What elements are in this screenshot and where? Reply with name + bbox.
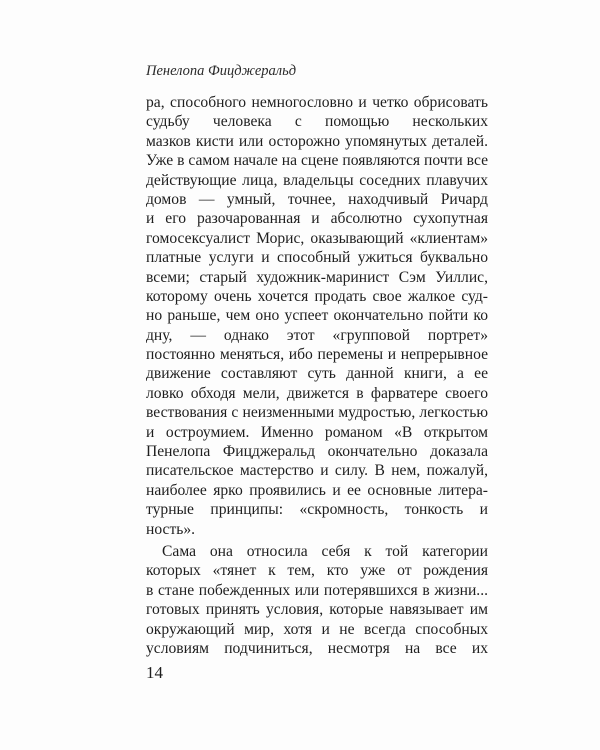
- text-line: писательское мастерство и силу. В нем, пожалуй,: [146, 462, 488, 480]
- text-line: домов — умный, точнее, находчивый Ричард: [146, 190, 488, 208]
- text-line: гомосексуалист Морис, оказывающий «клиентам»: [146, 229, 488, 247]
- text-line: ра, способного немногословно и четко обрисовать: [146, 94, 488, 111]
- text-line: окружающий мир, хотя и не всегда способных: [146, 620, 488, 638]
- text-line: мазков кисти или осторожно упомянутых деталей.: [146, 132, 488, 150]
- text-line: вествования с неизменными мудростью, легкостью: [146, 404, 488, 422]
- text-line: турные принципы: «скромность, тонкость и: [146, 501, 488, 519]
- text-line: Сама она относила себя к той категории: [162, 542, 488, 560]
- text-line: и остроумием. Именно романом «В открытом: [146, 423, 488, 441]
- text-line: платные услуги и способный ужиться буквально: [146, 249, 488, 267]
- text-line: которых «тянет к тем, кто уже от рождения: [146, 562, 488, 580]
- text-line: судьбу человека с помощью нескольких: [146, 113, 488, 131]
- text-line: дну, — однако этот «групповой портрет»: [146, 326, 488, 344]
- text-line: условиям подчиниться, несмотря на все их: [146, 639, 488, 657]
- text-line: действующие лица, владельцы соседних плавучих: [146, 171, 488, 189]
- text-line: наиболее ярко проявились и ее основные литера-: [146, 481, 488, 499]
- running-head: Пенелопа Фицджеральд: [146, 63, 297, 79]
- paragraph: [146, 542, 488, 658]
- text-line: Пенелопа Фицджеральд окончательно доказала: [146, 443, 488, 461]
- text-line: постоянно меняться, ибо перемены и непрерывное: [146, 346, 488, 364]
- text-line: движение составляют суть данной книги, а ее: [146, 365, 488, 383]
- text-line: ность».: [146, 520, 196, 538]
- body-text: [146, 93, 488, 658]
- page-number: 14: [146, 663, 163, 682]
- text-line: всеми; старый художник-маринист Сэм Уиллис,: [146, 268, 488, 286]
- text-line: и его разочарованная и абсолютно сухопутная: [146, 210, 488, 228]
- text-line: Уже в самом начале на сцене появляются почти все: [146, 152, 488, 170]
- text-line: но раньше, чем оно успеет окончательно пойти ко: [146, 307, 488, 325]
- text-line: ловко обходя мели, движется в фарватере своего: [146, 384, 488, 402]
- text-line: в стане побежденных или потерявшихся в жизни...: [146, 581, 488, 599]
- text-line: которому очень хочется продать свое жалкое суд-: [146, 287, 488, 305]
- paragraph: [146, 93, 488, 539]
- text-line: готовых принять условия, которые навязывает им: [146, 601, 488, 619]
